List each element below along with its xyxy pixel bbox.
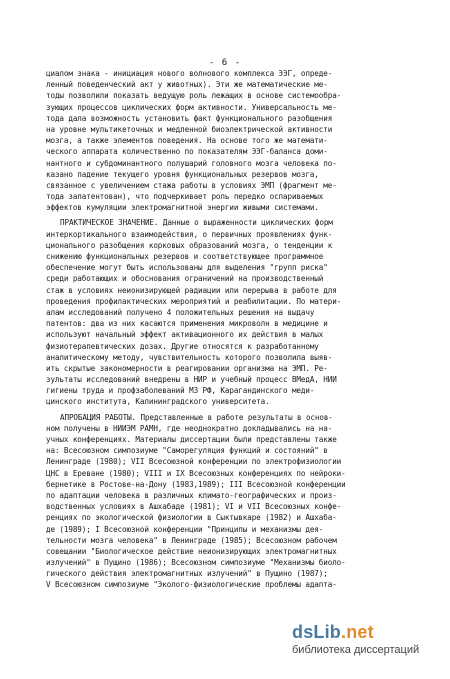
text-line: зующих процессов циклических форм активности. Универсальность ме- (46, 102, 337, 112)
text-line: мозга, а также элементов поведения. На основе того же математи- (46, 136, 328, 146)
text-line: связанное с увеличением стажа работы в условиях ЭМП (фрагмент ме- (46, 180, 337, 190)
text-line: на: Всесоюзном симпозиуме "Саморегуляция функций и состояний" в (46, 446, 328, 456)
text-line: обеспечение могут быть использованы для выделения "групп риска" (46, 263, 328, 273)
text-line: среди работающих и обоснования ограничений на производственный (46, 274, 324, 284)
text-line: Ленинграде (1980); VII Всесоюзной конференции по электрофизиологии (46, 457, 342, 467)
text-line: ить скрытые закономерности в реагировании организма на ЭМП. Ре- (46, 363, 328, 373)
text-line: циалом знака - инициация нового волнового комплекса ЭЭГ, опреде- (46, 69, 333, 78)
watermark-logo-main: dsLib (292, 622, 341, 642)
text-line: тода дала возможность установить факт функционального разобщения (46, 113, 333, 123)
text-line: бернетике в Ростове-на-Дону (1983,1989); III Всесоюзной конференции (46, 479, 346, 489)
text-line: тельности мозга человека" в Ленинграде (1985); Всесоюзном рабочем (46, 535, 337, 545)
text-line: V Всесоюзном симпозиуме "Эколого-физиологические проблемы адапта- (46, 580, 337, 590)
text-line: по адаптации человека в различных климато-географических и произ- (46, 490, 337, 500)
text-line: на уровне мультикеточных и медленной биоэлектрической активности (46, 124, 333, 134)
text-line: снижению функциональных резервов и соответствующее программное (46, 252, 324, 261)
watermark-caption: библиотека диссертаций (292, 644, 420, 656)
paragraph-start-line: АПРОБАЦИЯ РАБОТЫ. Представленные в работе результаты в основ- (60, 412, 333, 422)
text-line: ренциях по экологической физиологии в Сыктывкаре (1982) и Ашхаба- (46, 513, 337, 523)
text-line: ленный поведенческий акт у животных). Эти же математические ме- (46, 80, 328, 90)
text-line: проведения профилактических мероприятий и реабилитации. По матери- (46, 296, 342, 306)
watermark-logo-accent: .net (341, 622, 374, 642)
text-line: интеркортикального взаимодействия, о первичных проявлениях функ- (46, 229, 333, 239)
page-number: - 6 - (208, 58, 242, 68)
text-line: гигиены труда и профзаболеваний МЗ РФ, Карагандинского меди- (46, 386, 315, 396)
text-line: нантного и субдоминантного полушарий головного мозга человека по- (46, 158, 337, 168)
text-line: цинского института, Калининградского университета. (46, 397, 270, 407)
text-line: излучений" в Пущино (1986); Всесоюзном симпозиуме "Механизмы биоло- (46, 558, 346, 568)
body-text (46, 68, 428, 591)
text-line: ческого аппарата количественно по показателям ЭЭГ-баланса доми- (46, 147, 328, 157)
text-line: водственных условиях в Ашхабаде (1981); VI и VII Всесоюзных конфе- (46, 502, 342, 512)
text-line: эффектов кумуляции электромагнитной энергии живыми системами. (46, 203, 319, 213)
text-line: зультаты исследований внедрены в НИР и учебный процесс ВМедА, НИИ (46, 375, 337, 385)
text-line: ном получены в НИИЭМ РАМН, где неоднократно докладывались на на- (46, 423, 333, 433)
text-line: используют начальный эффект активационного их действия в малых (46, 330, 324, 340)
paragraph-start-line: ПРАКТИЧЕСКОЕ ЗНАЧЕНИЕ. Данные о выраженности циклических форм (60, 218, 333, 228)
text-line: де (1989); I Всесоюзной конференции "Принципы и механизмы дея- (46, 524, 324, 534)
text-line: физиотерапевтических дозах. Другие относятся к разработанному (46, 341, 319, 351)
text-line: гического действия электромагнитных излучений" в Пущино (1987); (46, 569, 328, 579)
text-line: учных конференциях. Материалы диссертации были представлены также (46, 435, 337, 444)
text-line: тоды позволили показать ведущую роль лежащих в основе системообра- (46, 91, 342, 101)
watermark-logo (292, 622, 442, 643)
text-line: казано падение текущего уровня функциональных резервов мозга, (46, 169, 319, 179)
text-line: ционального разобщения корковых образований мозга, о тенденции к (46, 240, 333, 250)
text-line: алам исследований получено 4 положительных решения на выдачу (46, 307, 315, 317)
text-line: стаж в условиях неионизирующей радиации или перерыва в работе для (46, 285, 337, 295)
text-line: ЦНС в Ереване (1980); VIII и IX Всесоюзных конференциях по нейроки- (46, 468, 346, 478)
text-line: патентов: два из них касаются применения микроволн в медицине и (46, 319, 328, 329)
text-line: аналитическому методу, чувствительность которого позволила выяв- (46, 352, 333, 362)
text-line: тода запатентован), что подчеркивает роль передко оспариваемых (46, 192, 324, 202)
text-line: совещании "Биологическое действие неионизирующих электромагнитных (46, 546, 337, 556)
dslib-watermark[interactable] (292, 622, 442, 668)
